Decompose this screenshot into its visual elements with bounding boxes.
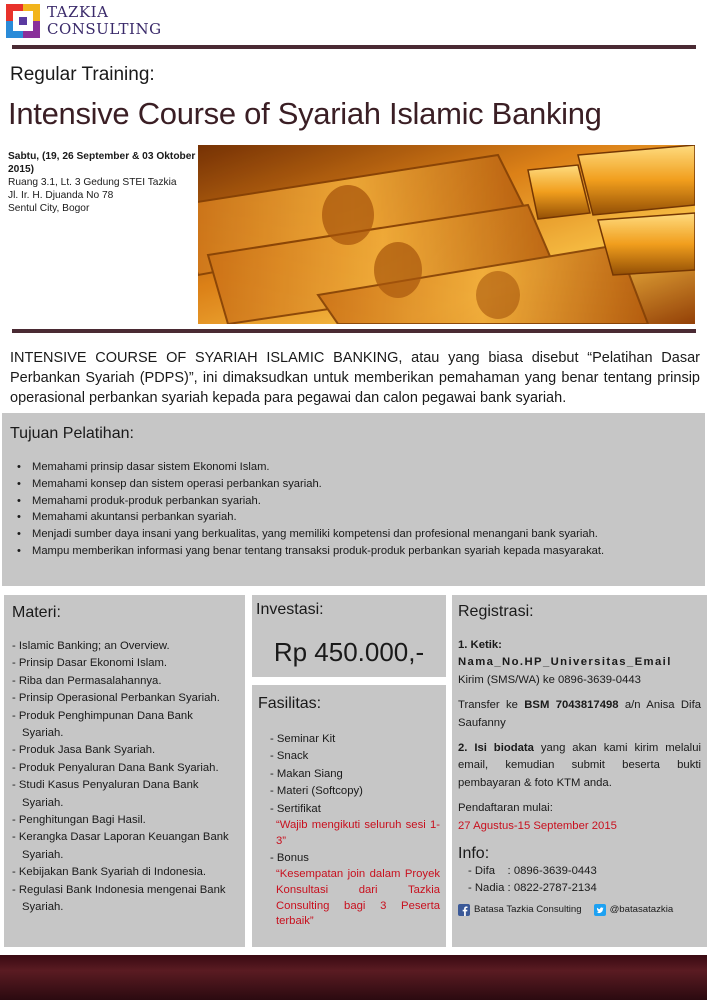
social-links	[458, 904, 701, 916]
facebook-link[interactable]: Batasa Tazkia Consulting	[474, 904, 582, 916]
list-item: - Produk Penghimpunan Dana Bank Syariah.	[12, 709, 193, 740]
schedule-date: Sabtu, (19, 26 September & 03 Oktober 2015)	[8, 151, 196, 175]
bonus-note: “Kesempatan join dalam Proyek Konsultasi dari Tazkia Consulting bagi 3 Peserta terbaik”	[276, 868, 440, 928]
facebook-icon[interactable]	[458, 904, 470, 916]
mid-divider	[12, 329, 696, 333]
list-item: - Prinsip Operasional Perbankan Syariah.	[12, 692, 220, 705]
info-title: Info:	[458, 845, 490, 863]
account-holder: a/n Anisa Difa Saufanny	[458, 699, 701, 729]
tujuan-title: Tujuan Pelatihan:	[10, 425, 134, 442]
list-item: - Makan Siang	[270, 767, 343, 780]
sertifikat-note: “Wajib mengikuti seluruh sesi 1-3”	[276, 819, 440, 847]
list-item: - Kebijakan Bank Syariah di Indonesia.	[12, 866, 207, 879]
footer-band	[0, 955, 707, 1000]
list-item: - Produk Jasa Bank Syariah.	[12, 744, 156, 757]
list-item: - Snack	[270, 750, 309, 763]
list-item: • Memahami konsep dan sistem operasi perbankan syariah.	[10, 476, 697, 493]
list-item: - Seminar Kit	[270, 733, 336, 745]
registration-open	[458, 800, 701, 835]
contact-nadia: - Nadia : 0822-2787-2134	[468, 882, 597, 895]
materi-list	[12, 638, 237, 917]
price-value: Rp 450.000,-	[273, 637, 425, 667]
page-subtitle: Regular Training:	[10, 64, 155, 85]
fasilitas-panel	[252, 685, 446, 947]
transfer-prefix: Transfer ke	[458, 699, 525, 712]
hero-money-image	[198, 145, 695, 324]
materi-title: Materi:	[12, 604, 61, 621]
list-item: - Sertifikat	[270, 802, 321, 815]
schedule-block	[8, 150, 198, 215]
top-divider	[12, 45, 696, 49]
intro-paragraph: INTENSIVE COURSE OF SYARIAH ISLAMIC BANKING, atau yang biasa disebut “Pelatihan Dasar Perbankan Syariah (PDPS)”, ini dimaksudkan untuk memberikan pemahaman yang benar tentang prinsip operasional perbankan syariah kepada para pegawai dan calon pegawai bank syariah.	[10, 350, 700, 406]
step-2-label: 2. Isi biodata	[458, 742, 534, 755]
step-2	[458, 740, 701, 792]
twitter-icon[interactable]	[594, 904, 606, 916]
transfer-info	[458, 697, 701, 732]
step-1	[458, 637, 701, 689]
sms-format: Nama_No.HP_Universitas_Email	[458, 656, 672, 669]
list-item: • Memahami produk-produk perbankan syariah.	[10, 493, 697, 510]
brand-name	[47, 4, 162, 38]
list-item: - Kerangka Dasar Laporan Keuangan Bank Syariah.	[12, 831, 229, 861]
list-item: • Menjadi sumber daya insani yang berkualitas, yang memiliki kompetensi dan profesional menangani bank syariah.	[10, 526, 697, 543]
schedule-room: Ruang 3.1, Lt. 3 Gedung STEI Tazkia	[8, 177, 177, 188]
list-item: - Studi Kasus Penyaluran Dana Bank Syariah.	[12, 779, 199, 809]
list-item: - Regulasi Bank Indonesia mengenai Bank Syariah.	[12, 883, 226, 914]
fasilitas-title: Fasilitas:	[258, 695, 322, 712]
sms-target: Kirim (SMS/WA) ke 0896-3639-0443	[458, 673, 641, 686]
tazkia-logo-icon	[6, 4, 40, 38]
tujuan-panel	[2, 413, 705, 586]
tujuan-list	[10, 459, 697, 560]
step-1-label: 1. Ketik:	[458, 639, 502, 651]
list-item: - Produk Penyaluran Dana Bank Syariah.	[12, 761, 219, 774]
schedule-street: Jl. Ir. H. Djuanda No 78	[8, 190, 114, 201]
brand-line-1: TAZKIA	[47, 3, 109, 21]
list-item: - Materi (Softcopy)	[270, 785, 363, 798]
open-label: Pendaftaran mulai:	[458, 802, 553, 815]
fasilitas-list	[270, 731, 440, 930]
list-item: - Islamic Banking; an Overview.	[12, 640, 170, 652]
bank-account: BSM 7043817498	[524, 699, 619, 712]
twitter-link[interactable]: @batasatazkia	[609, 904, 674, 916]
investasi-panel	[252, 595, 446, 677]
list-item: • Mampu memberikan informasi yang benar tentang transaksi produk-produk perbankan syariah kepada masyarakat.	[10, 543, 697, 560]
registrasi-panel	[452, 595, 707, 947]
materi-panel	[4, 595, 245, 947]
list-item: - Prinsip Dasar Ekonomi Islam.	[12, 657, 168, 670]
step-2-text: yang akan kami kirim melalui email, kemudian submit beserta bukti pembayaran & foto KTM anda.	[458, 742, 701, 789]
list-item: • Memahami akuntansi perbankan syariah.	[10, 509, 697, 526]
list-item: • Memahami prinsip dasar sistem Ekonomi Islam.	[10, 459, 697, 476]
list-item: - Riba dan Permasalahannya.	[12, 674, 162, 687]
contact-difa: - Difa : 0896-3639-0443	[468, 865, 597, 878]
open-dates: 27 Agustus-15 September 2015	[458, 819, 617, 832]
list-item: - Penghitungan Bagi Hasil.	[12, 814, 146, 827]
investasi-title: Investasi:	[256, 601, 324, 618]
brand-line-2: CONSULTING	[47, 20, 162, 38]
registrasi-title: Registrasi:	[458, 603, 534, 620]
page-title: Intensive Course of Syariah Islamic Banking	[8, 96, 602, 131]
list-item: - Bonus	[270, 851, 309, 864]
schedule-city: Sentul City, Bogor	[8, 203, 90, 214]
